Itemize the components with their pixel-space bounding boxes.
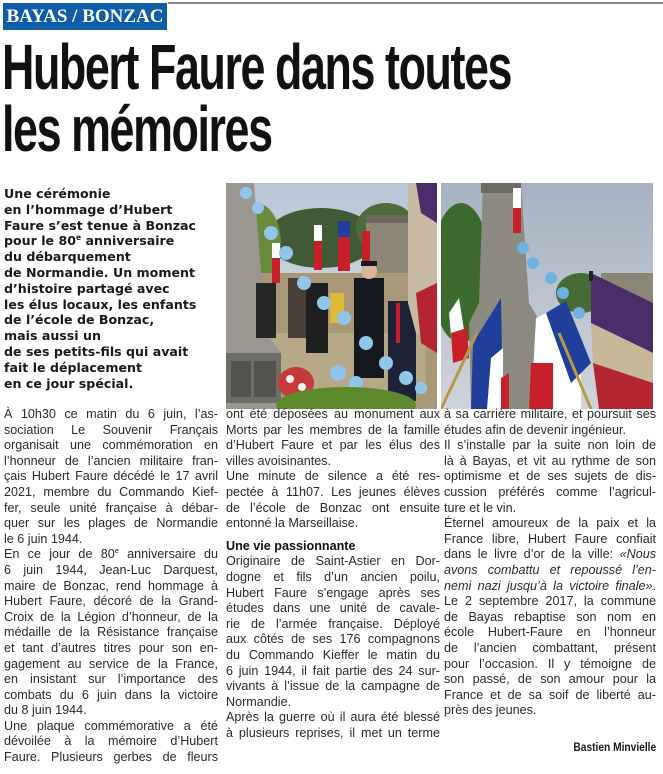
body-line: 6 juin 1944, Jean-Luc Darquest,	[4, 562, 218, 577]
body-line: fer, seule unité française à débar-	[4, 500, 218, 515]
body-line: ont été déposées au monument aux	[226, 407, 440, 421]
body-line: dévoilée à la mémoire d’Hubert	[4, 734, 218, 749]
lead-line: Une cérémonie	[4, 186, 111, 201]
flags-photo	[441, 183, 653, 409]
ceremony-photo-image	[226, 183, 437, 409]
body-line: ture et le vin.	[444, 500, 517, 515]
lead-line: en l’hommage d’Hubert	[4, 201, 173, 217]
body-line: d’Hubert Faure et par les élus des	[226, 438, 440, 453]
body-line: Après la guerre où il aura été blessé	[226, 710, 440, 725]
body-line	[4, 547, 218, 563]
body-line: le 6 juin 1944.	[4, 531, 83, 546]
lead-line: fait le déplacement	[4, 359, 142, 375]
lead-line: de ses petits-fils qui avait	[4, 343, 189, 359]
body-line: pectée à 11h07. Les jeunes élèves	[226, 484, 440, 499]
body-line	[444, 547, 656, 563]
lead-paragraph	[4, 186, 224, 391]
body-line: études afin de devenir ingénieur.	[444, 422, 627, 437]
quote-text: «Nous	[619, 547, 656, 562]
body-line: Une plaque commémorative a été	[4, 718, 218, 733]
body-text: En ce jour de 80	[4, 547, 115, 562]
body-line: 6 juin 1944, il fait partie des 24 sur-	[226, 663, 440, 678]
body-line: villes avoisinantes.	[226, 453, 331, 468]
body-line: vivants à l’issue de la campagne de	[226, 679, 440, 694]
body-line: et tant d’autres titres pour son en-	[4, 640, 218, 655]
body-line: à plusieurs reprises, il met un terme	[226, 725, 440, 740]
ordinal-superscript: e	[76, 233, 82, 243]
lead-line: du débarquement	[4, 249, 131, 265]
lead-line: les élus locaux, les enfants	[4, 296, 197, 312]
body-line: France libre, Hubert Faure confiait	[444, 531, 656, 546]
body-line: Éternel amoureux de la paix et la	[444, 516, 656, 531]
article-column-2	[226, 407, 440, 741]
lead-text: pour le 80	[4, 233, 76, 249]
lead-line: Faure s’est tenue à Bonzac	[4, 217, 196, 233]
lead-line: d’histoire partagé avec	[4, 280, 170, 296]
body-line: entonné la Marseillaise.	[226, 516, 359, 531]
body-line: l’honneur de l’ancien militaire fran-	[4, 453, 218, 468]
body-line: de Bayas rebaptise son nom en	[444, 609, 656, 624]
body-line: Hubert Faure, décoré de la Grand-	[4, 594, 218, 609]
body-line: Croix de la Légion d’honneur, de la	[4, 609, 218, 624]
body-line: Le 2 septembre 2017, la commune	[444, 594, 656, 609]
body-line: Normandie.	[226, 694, 292, 709]
body-line: organisait une commémoration en	[4, 438, 218, 453]
lead-text: anniversaire	[81, 233, 175, 249]
article-column-1	[4, 407, 218, 766]
body-line: son passé, de son amour pour la	[444, 672, 656, 687]
body-line: combats du 6 juin dans la victoire	[4, 687, 218, 702]
body-line: école Hubert-Faure en l’honneur	[444, 625, 656, 640]
body-line	[444, 579, 656, 595]
quote-text: nemi nazi jusqu’à la victoire finale»	[444, 578, 653, 593]
ceremony-photo	[226, 183, 437, 409]
flags-photo-image	[441, 183, 653, 409]
quote-text: avons combattu et repoussé l’en-	[444, 562, 656, 577]
body-line: à sa carrière militaire, et poursuit ses	[444, 407, 656, 421]
body-line: Hubert Faure s’engage après ses	[226, 585, 440, 600]
lead-line: mais aussi un	[4, 328, 101, 344]
body-line: études dans une unité de cavale-	[226, 601, 440, 616]
body-line: çais Hubert Faure décédé le 17 avril	[4, 469, 218, 484]
body-line: du Commando Kieffer le matin du	[226, 647, 440, 662]
body-text: dans le livre d’or de la ville:	[444, 547, 620, 562]
body-line: optimisme et de ses sujets de dis-	[444, 469, 656, 484]
body-line: cussion préférés comme l’agricul-	[444, 484, 656, 499]
body-line: À 10h30 ce matin du 6 juin, l’as-	[4, 407, 218, 421]
body-line: médaille de la Résistance française	[4, 625, 218, 640]
headline	[2, 31, 512, 165]
body-line: du 8 juin 1944.	[4, 703, 87, 718]
body-line: pour l’occasion. Il y témoigne de	[444, 656, 656, 671]
ordinal-superscript: e	[114, 546, 119, 556]
body-line: Morts par les membres de la famille	[226, 422, 440, 437]
lead-line	[4, 233, 224, 249]
body-line	[444, 563, 656, 579]
body-line: Une minute de silence a été res-	[226, 469, 440, 484]
body-line: sociation Le Souvenir Français	[4, 422, 218, 437]
body-line: 2021, membre du Commando Kief-	[4, 484, 218, 499]
body-line: là à Bayas, et vit au rythme de son	[444, 453, 656, 468]
body-text: anniversaire du	[118, 547, 219, 562]
section-kicker: BAYAS / BONZAC	[3, 3, 167, 30]
body-line: de l’école de Bonzac ont ensuite	[226, 500, 440, 515]
byline: Bastien Minvielle	[573, 740, 657, 754]
lead-line: de l’école de Bonzac,	[4, 312, 155, 328]
body-line: de l’ancien combattant, présent	[444, 640, 656, 655]
lead-line: en ce jour spécial.	[4, 375, 134, 391]
body-line: rie de l’armée française. Déployé	[226, 616, 440, 631]
headline-line-1: Hubert Faure dans toutes	[2, 31, 512, 103]
body-line: aux côtés de ses 176 compagnons	[226, 632, 440, 647]
body-line: dogne et fils d’un ancien poilu,	[226, 569, 440, 584]
subheading: Une vie passionnante	[226, 538, 356, 553]
body-line: en insistant sur l’importance des	[4, 672, 218, 687]
headline-line-2: les mémoires	[2, 93, 272, 165]
article-column-3	[444, 407, 656, 719]
body-line: Faure. Plusieurs gerbes de fleurs	[4, 750, 218, 765]
body-line: Il s’installe par la suite non loin de	[444, 438, 656, 453]
body-line: Originaire de Saint-Astier en Dor-	[226, 554, 440, 569]
body-line: France et de sa soif de liberté au-	[444, 687, 656, 702]
header-rule	[168, 2, 663, 4]
lead-line: de Normandie. Un moment	[4, 264, 195, 280]
body-text: .	[652, 578, 656, 593]
body-line: près des jeunes.	[444, 703, 537, 718]
body-line: gagement au service de la France,	[4, 656, 218, 671]
body-line: quer sur les plages de Normandie	[4, 516, 218, 531]
body-line: maire de Bonzac, rend hommage à	[4, 578, 218, 593]
